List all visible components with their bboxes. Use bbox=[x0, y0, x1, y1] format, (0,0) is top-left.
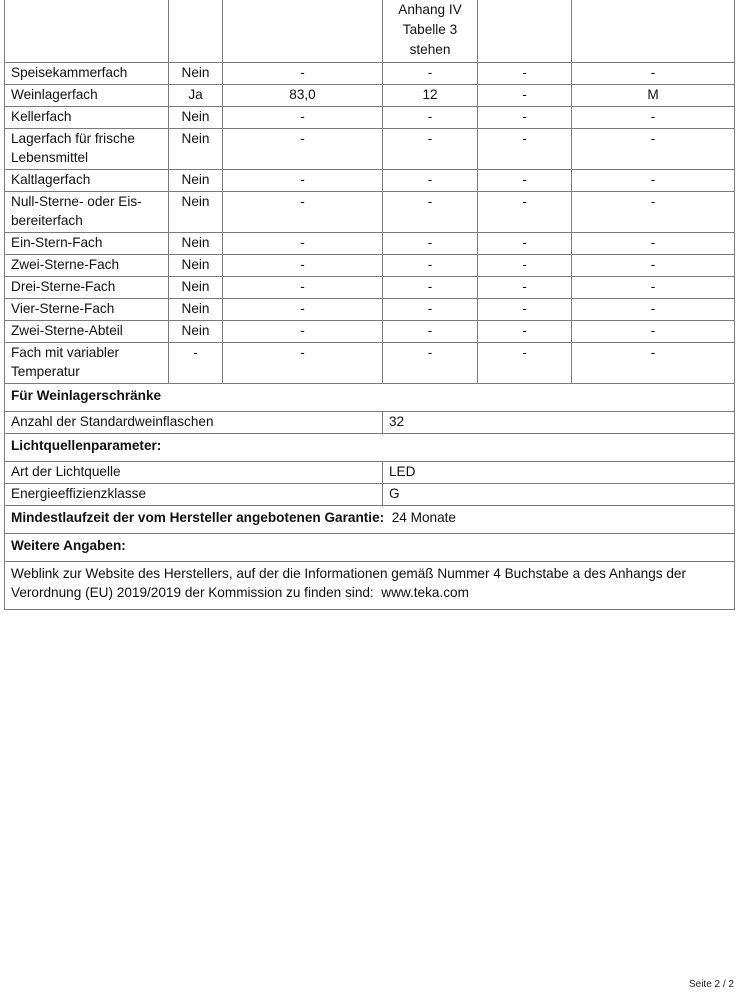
wine-section-heading-row bbox=[5, 383, 735, 411]
energy-class-label: Energieeffizienzklasse bbox=[5, 483, 383, 505]
compartment-name: Lagerfach für frische Lebensmittel bbox=[5, 128, 169, 169]
more-info-heading-row bbox=[5, 533, 735, 561]
compartment-present: Nein bbox=[169, 276, 223, 298]
compartment-present: Nein bbox=[169, 191, 223, 232]
page-number: Seite 2 / 2 bbox=[688, 979, 734, 990]
compartment-volume: - bbox=[223, 342, 383, 383]
compartment-present: Nein bbox=[169, 128, 223, 169]
compartment-name: Zwei-Sterne-Fach bbox=[5, 254, 169, 276]
compartment-freeze: - bbox=[478, 128, 572, 169]
header-line: stehen bbox=[409, 42, 451, 57]
header-cell-5 bbox=[478, 0, 572, 62]
warranty-row bbox=[5, 505, 735, 533]
compartment-freeze: - bbox=[478, 320, 572, 342]
compartment-temp: - bbox=[383, 128, 478, 169]
compartment-volume: - bbox=[223, 62, 383, 84]
more-info-cell bbox=[5, 561, 735, 609]
compartment-defrost: - bbox=[572, 320, 735, 342]
compartment-defrost: M bbox=[572, 84, 735, 106]
header-cell-1 bbox=[5, 0, 169, 62]
warranty-label: Mindestlaufzeit der vom Hersteller angebotenen Garantie: bbox=[11, 509, 385, 525]
compartment-row bbox=[5, 128, 735, 169]
compartment-temp: 12 bbox=[383, 84, 478, 106]
compartment-volume: - bbox=[223, 254, 383, 276]
compartment-defrost: - bbox=[572, 254, 735, 276]
compartment-defrost: - bbox=[572, 276, 735, 298]
compartment-freeze: - bbox=[478, 169, 572, 191]
compartment-freeze: - bbox=[478, 106, 572, 128]
light-type-value: LED bbox=[383, 461, 735, 483]
compartment-temp: - bbox=[383, 254, 478, 276]
compartment-name: Weinlagerfach bbox=[5, 84, 169, 106]
compartment-defrost: - bbox=[572, 191, 735, 232]
compartment-row bbox=[5, 298, 735, 320]
energy-class-row bbox=[5, 483, 735, 505]
compartment-defrost: - bbox=[572, 232, 735, 254]
more-info-row bbox=[5, 561, 735, 609]
compartment-row bbox=[5, 254, 735, 276]
compartment-present: - bbox=[169, 342, 223, 383]
compartment-name: Drei-Sterne-Fach bbox=[5, 276, 169, 298]
more-info-heading: Weitere Angaben: bbox=[5, 533, 735, 561]
compartment-temp: - bbox=[383, 106, 478, 128]
compartment-name: Zwei-Sterne-Abteil bbox=[5, 320, 169, 342]
compartment-volume: - bbox=[223, 320, 383, 342]
compartment-present: Nein bbox=[169, 320, 223, 342]
compartment-row bbox=[5, 276, 735, 298]
compartment-defrost: - bbox=[572, 342, 735, 383]
compartment-volume: - bbox=[223, 106, 383, 128]
more-info-text: Weblink zur Website des Herstellers, auf der die Informationen gemäß Nummer 4 Buchstabe a des Anhangs der Verordnung (EU) 2019/2019 der Kommission zu finden sind: bbox=[11, 565, 686, 600]
compartment-present: Ja bbox=[169, 84, 223, 106]
compartment-row bbox=[5, 320, 735, 342]
compartment-present: Nein bbox=[169, 62, 223, 84]
compartment-defrost: - bbox=[572, 62, 735, 84]
compartment-temp: - bbox=[383, 232, 478, 254]
compartment-volume: - bbox=[223, 169, 383, 191]
bottles-label: Anzahl der Standardweinflaschen bbox=[5, 411, 383, 433]
compartment-freeze: - bbox=[478, 342, 572, 383]
header-cell-6 bbox=[572, 0, 735, 62]
compartment-row bbox=[5, 342, 735, 383]
compartment-freeze: - bbox=[478, 62, 572, 84]
header-cell-2 bbox=[169, 0, 223, 62]
warranty-cell bbox=[5, 505, 735, 533]
compartment-freeze: - bbox=[478, 276, 572, 298]
bottles-value: 32 bbox=[383, 411, 735, 433]
compartment-temp: - bbox=[383, 298, 478, 320]
header-line: Anhang IV bbox=[398, 2, 462, 17]
compartment-temp: - bbox=[383, 169, 478, 191]
header-cell-4 bbox=[383, 0, 478, 62]
compartment-defrost: - bbox=[572, 298, 735, 320]
compartment-row bbox=[5, 84, 735, 106]
compartment-temp: - bbox=[383, 191, 478, 232]
compartment-present: Nein bbox=[169, 106, 223, 128]
wine-section-heading: Für Weinlagerschränke bbox=[5, 383, 735, 411]
compartment-freeze: - bbox=[478, 84, 572, 106]
compartment-volume: - bbox=[223, 232, 383, 254]
header-continuation-row bbox=[5, 0, 735, 62]
compartment-present: Nein bbox=[169, 169, 223, 191]
compartment-row bbox=[5, 62, 735, 84]
compartment-defrost: - bbox=[572, 106, 735, 128]
compartment-freeze: - bbox=[478, 232, 572, 254]
compartment-freeze: - bbox=[478, 298, 572, 320]
light-section-heading-row bbox=[5, 433, 735, 461]
compartment-name: Kaltlagerfach bbox=[5, 169, 169, 191]
compartment-name: Vier-Sterne-Fach bbox=[5, 298, 169, 320]
compartment-name: Fach mit variabler Temperatur bbox=[5, 342, 169, 383]
compartment-row bbox=[5, 169, 735, 191]
manufacturer-website-link[interactable]: www.teka.com bbox=[381, 584, 469, 600]
compartment-freeze: - bbox=[478, 191, 572, 232]
compartment-temp: - bbox=[383, 276, 478, 298]
light-type-label: Art der Lichtquelle bbox=[5, 461, 383, 483]
compartment-volume: - bbox=[223, 191, 383, 232]
compartment-temp: - bbox=[383, 62, 478, 84]
compartment-volume: - bbox=[223, 128, 383, 169]
warranty-value: 24 Monate bbox=[391, 509, 456, 525]
compartment-name: Kellerfach bbox=[5, 106, 169, 128]
product-information-table bbox=[4, 0, 735, 610]
header-line: Tabelle 3 bbox=[402, 22, 458, 37]
compartment-row bbox=[5, 191, 735, 232]
compartment-volume: 83,0 bbox=[223, 84, 383, 106]
light-type-row bbox=[5, 461, 735, 483]
compartment-name: Ein-Stern-Fach bbox=[5, 232, 169, 254]
compartment-temp: - bbox=[383, 342, 478, 383]
compartment-name: Null-Sterne- oder Eis-bereiterfach bbox=[5, 191, 169, 232]
compartment-volume: - bbox=[223, 276, 383, 298]
compartment-defrost: - bbox=[572, 128, 735, 169]
bottles-row bbox=[5, 411, 735, 433]
energy-class-value: G bbox=[383, 483, 735, 505]
header-cell-3 bbox=[223, 0, 383, 62]
compartment-defrost: - bbox=[572, 169, 735, 191]
compartment-name: Speisekammerfach bbox=[5, 62, 169, 84]
light-section-heading: Lichtquellenparameter: bbox=[5, 433, 735, 461]
compartment-present: Nein bbox=[169, 298, 223, 320]
compartment-present: Nein bbox=[169, 232, 223, 254]
compartment-temp: - bbox=[383, 320, 478, 342]
compartment-volume: - bbox=[223, 298, 383, 320]
compartment-row bbox=[5, 232, 735, 254]
compartment-freeze: - bbox=[478, 254, 572, 276]
compartment-row bbox=[5, 106, 735, 128]
compartment-present: Nein bbox=[169, 254, 223, 276]
